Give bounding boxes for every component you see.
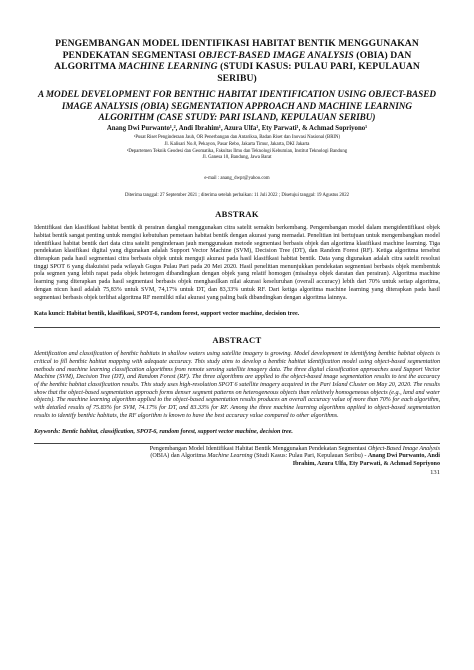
title-id-line-2c: (OBIA) DAN	[353, 49, 412, 61]
abstract-body: Identification and classification of benthic habitats in shallow waters using satellite imagery is growing. Model development in identifying benthic habitat objects is critical to fill benthic habitat mapping with adequate accuracy. This study aims to develop a benthic habitat identification model using object-based segmentation methods and machine learning classification algorithms from remote sensing satellite imagery data. The three digital classification approaches used Support Vector Machine (SVM), Decision Tree (DT), and Random Forest (RF). The three algorithms are applied to the object-based image segmentation results to test the accuracy of the benthic habitat classification results. This study uses high-resolution SPOT 6 satellite imagery acquired in the Pari Island Cluster on May 20, 2020. The results show that the object-based segmentation approach forms denser segment patterns on heterogeneous objects than relatively homogeneous objects (e.g., land and water objects). The machine learning algorithm applied to the object-based segmentation results produces an overall accuracy value of more than 70% for each algorithm, with detailed results of 75.83% for SVM, 74.17% for DT, and 83.33% for RF. Among the three machine learning algorithms applied to object-based segmentation results to identify benthic habitats, the RF algorithm is known to have the best accuracy value compared to other algorithms.	[34, 351, 441, 419]
footer-line-1a: Pengembangan Model Identifikasi Habitat Bentik Menggunakan Pendekatan Segmentasi	[149, 445, 369, 452]
section-divider	[34, 327, 440, 328]
abstrak-body: Identifikasi dan klasifikasi habitat bentik di perairan dangkal menggunakan citra satelit semakin berkembang. Pengembangan model dalam mengidentifikasi objek habitat bentik sangat penting untuk mengisi kebutuhan pemetaan habitat bentik dengan akurasi yang memadai. Penelitian ini bertujuan untuk mengembangkan model identifikasi habitat bentik dari data citra satelit penginderaan jauh menggunakan metode segmentasi berbasis objek dan algoritma klasifikasi machine learning. Tiga pendekatan klasifikasi digital yang digunakan adalah Support Vector Machine (SVM), Decision Tree (DT), dan Random Forest (RF). Ketiga algoritma tersebut diterapkan pada hasil segmentasi citra berbasis objek untuk menguji akurasi pada hasil klasifikasi habitat bentik. Data yang digunakan adalah citra satelit resolusi tinggi SPOT 6 yang diakuisisi pada wilayah Gugus Pulau Pari pada 20 Mei 2020. Hasil penelitian menunjukkan pendekatan segmentasi berbasis objek membentuk pola segmen yang lebih rapat pada objek heterogen dibandingkan dengan objek yang relatif homogen (misalnya objek daratan dan perairan). Algoritma machine learning yang diterapkan pada hasil segmentasi berbasis objek menghasilkan nilai akurasi keseluruhan (overall accuracy) lebih dari 70% untuk setiap algoritma, dengan nicun hasil adalah 75,83% untuk SVM, 74,17% untuk DT, dan 83,33% untuk RF. Dari ketiga algoritma machine learning yang diterapkan pada hasil segmentasi berbasis objek terlihat algoritma RF memiliki nilai akurasi yang paling baik dibandingkan dengan algoritma lainnya.	[34, 225, 440, 301]
corresponding-email: e-mail : anang_dwpr@yahoo.com	[204, 176, 270, 182]
affiliation-line-3: ²Departemen Teknik Geodesi dan Geomatika, Fakultas Ilmu dan Teknologi Kebumian, Institut Teknologi Bandung	[126, 148, 348, 154]
kata-kunci-label: Kata kunci:	[34, 311, 67, 318]
kata-kunci	[34, 311, 440, 317]
footer-divider	[34, 443, 440, 444]
abstract-heading: ABSTRACT	[212, 335, 262, 346]
title-id-line-2a: PENDEKATAN SEGMENTASI	[62, 49, 199, 61]
title-id-line-2	[34, 50, 440, 62]
author-list: Anang Dwi Purwanto¹,², Andi Ibrahim¹, Azura Ulfa¹, Ety Parwati¹, & Achmad Sopriyono¹	[106, 124, 368, 132]
footer-line-2a: (OBIA) dan Algoritma	[150, 453, 208, 460]
kata-kunci-list: Habitat bentik, klasifikasi, SPOT-6, random forest, support vector machine, decision tree.	[66, 311, 300, 318]
footer-line-1b: Object-Based Image Analysis	[368, 445, 440, 452]
footer-line-3: Ibrahim, Azura Ulfa, Ety Parwati, & Achmad Sopriyono	[292, 460, 440, 467]
title-id-line-1: PENGEMBANGAN MODEL IDENTIFIKASI HABITAT BENTIK MENGGUNAKAN	[55, 38, 419, 49]
title-english: A MODEL DEVELOPMENT FOR BENTHIC HABITAT IDENTIFICATION USING OBJECT-BASED IMAGE ANALYSIS (OBIA) SEGMENTATION APPROACH AND MACHINE LEARNING ALGORITHM (CASE STUDY: PARI ISLAND, KEPULAUAN SERIBU)	[37, 89, 437, 122]
title-id-line-3a: ALGORITMA	[54, 61, 119, 73]
affiliation-line-1: ¹Pusat Riset Penginderaan Jauh, OR Penerbangan dan Antariksa, Badan Riset dan Inovasi Nasional (BRIN)	[133, 134, 341, 140]
footer-line-2c: (Studi Kasus: Pulau Pari, Kepulauan Seribu) -	[252, 453, 368, 460]
affiliation-line-4: Jl. Ganesa 10, Bandung, Jawa Barat	[202, 155, 272, 161]
footer-line-1	[34, 446, 440, 454]
submission-dates: Diterima tanggal: 27 September 2021 ; diterima setelah perbaikan: 11 Juli 2022 ; Disetujui tanggal: 19 Agustus 2022	[124, 193, 350, 199]
title-id-line-4: SERIBU)	[217, 72, 257, 84]
title-id-line-3c: (STUDI KASUS: PULAU PARI, KEPULAUAN	[217, 61, 420, 73]
keywords-english: Keywords: Bentic habitat, classification, SPOT-6, random forest, support vector machine, decision tree.	[34, 428, 293, 435]
footer-line-2	[34, 453, 440, 461]
title-id-line-2b: OBJECT-BASED IMAGE ANALYSIS	[198, 49, 354, 61]
footer-line-2b: Machine Learning	[207, 453, 253, 460]
abstrak-heading: ABSTRAK	[215, 209, 259, 220]
title-indonesian	[34, 38, 440, 84]
running-footer	[34, 446, 440, 469]
title-id-line-3b: MACHINE LEARNING	[118, 61, 218, 73]
page-number: 131	[430, 469, 440, 477]
affiliation-line-2: Jl. Kalisari No.8, Pekayon, Pasar Rebo, Jakarta Timur, Jakarta, DKI Jakarta	[164, 141, 310, 147]
title-id-line-3	[34, 61, 440, 73]
footer-line-2d: Anang Dwi Purwanto, Andi	[367, 453, 440, 460]
affiliations	[34, 135, 440, 162]
